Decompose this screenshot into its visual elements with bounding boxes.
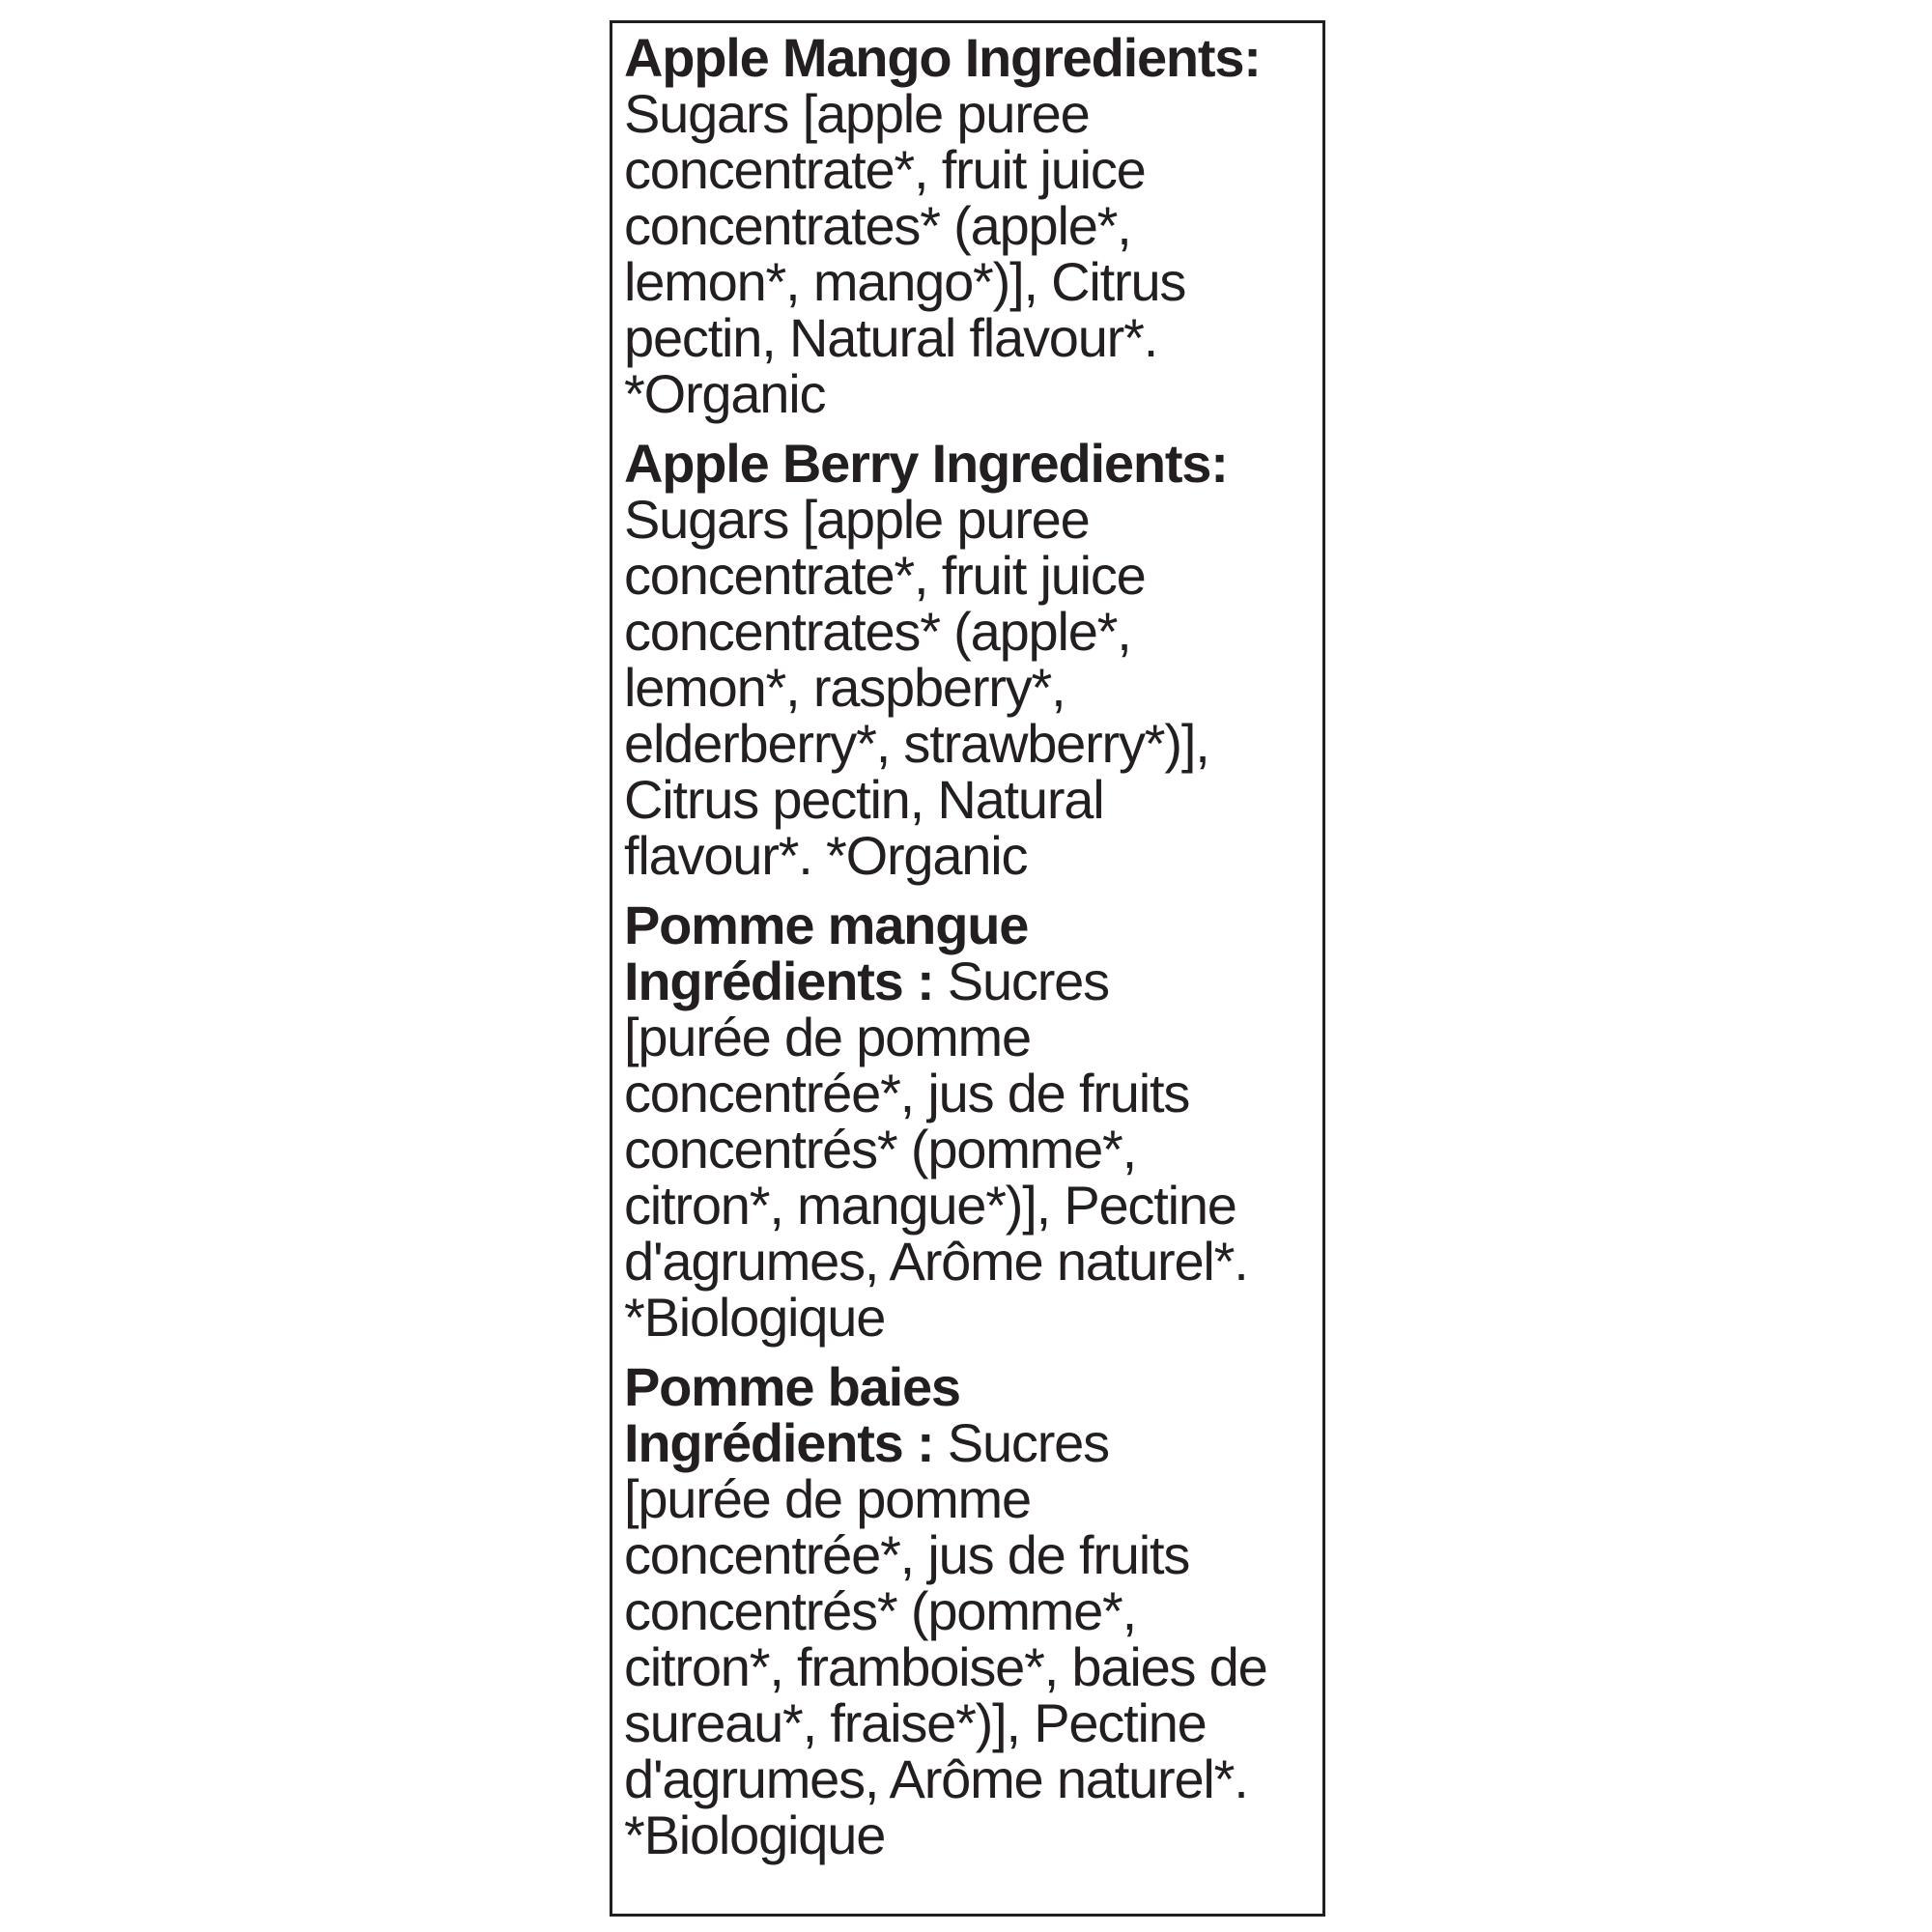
ingredient-line: pectin, Natural flavour*. — [624, 307, 1158, 368]
ingredient-line: lemon*, mango*)], Citrus — [624, 251, 1186, 312]
ingredient-line: flavour*. *Organic — [624, 825, 1028, 886]
ingredient-line: citron*, framboise*, baies de — [624, 1636, 1267, 1697]
apple-berry-heading: Apple Berry Ingredients: — [624, 433, 1228, 494]
ingredient-line: concentrate*, fruit juice — [624, 545, 1146, 606]
apple-berry-section — [624, 433, 1311, 886]
ingredient-line: Sugars [apple puree — [624, 83, 1090, 144]
ingredient-line: *Biologique — [624, 1804, 886, 1865]
ingredient-line: concentrates* (apple*, — [624, 601, 1131, 662]
pomme-mangue-section — [624, 897, 1311, 1346]
ingredient-line: concentrée*, jus de fruits — [624, 1524, 1190, 1585]
ingredients-subheading: Ingrédients : — [624, 951, 934, 1011]
ingredient-line: [purée de pomme — [624, 1007, 1031, 1067]
ingredient-line: sureau*, fraise*)], Pectine — [624, 1692, 1207, 1753]
apple-mango-heading: Apple Mango Ingredients: — [624, 27, 1261, 88]
ingredients-intro-line — [624, 953, 1311, 1009]
ingredient-line: *Organic — [624, 363, 826, 424]
ingredient-line: Citrus pectin, Natural — [624, 769, 1104, 830]
ingredients-intro-text: Sucres — [933, 951, 1109, 1011]
ingredient-line: concentrés* (pomme*, — [624, 1119, 1137, 1179]
ingredient-line: concentrate*, fruit juice — [624, 139, 1146, 200]
pomme-mangue-heading: Pomme mangue — [624, 895, 1029, 955]
pomme-baies-heading: Pomme baies — [624, 1356, 960, 1417]
ingredient-line: concentrés* (pomme*, — [624, 1580, 1137, 1641]
ingredient-line: d'agrumes, Arôme naturel*. — [624, 1231, 1248, 1292]
ingredient-line: *Biologique — [624, 1287, 886, 1348]
ingredient-line: concentrates* (apple*, — [624, 195, 1131, 256]
pomme-baies-section — [624, 1356, 1311, 1865]
ingredients-label-panel — [610, 20, 1325, 1917]
ingredients-intro-line — [624, 1412, 1311, 1473]
ingredients-intro-text: Sucres — [933, 1412, 1109, 1473]
ingredients-subheading: Ingrédients : — [624, 1412, 934, 1473]
ingredient-line: citron*, mangue*)], Pectine — [624, 1175, 1236, 1236]
ingredient-line: elderberry*, strawberry*)], — [624, 713, 1209, 774]
ingredient-line: [purée de pomme — [624, 1468, 1031, 1529]
ingredient-line: d'agrumes, Arôme naturel*. — [624, 1748, 1248, 1809]
ingredient-line: Sugars [apple puree — [624, 489, 1090, 550]
ingredient-line: lemon*, raspberry*, — [624, 657, 1065, 718]
ingredient-line: concentrée*, jus de fruits — [624, 1063, 1190, 1123]
apple-mango-section — [624, 27, 1311, 424]
